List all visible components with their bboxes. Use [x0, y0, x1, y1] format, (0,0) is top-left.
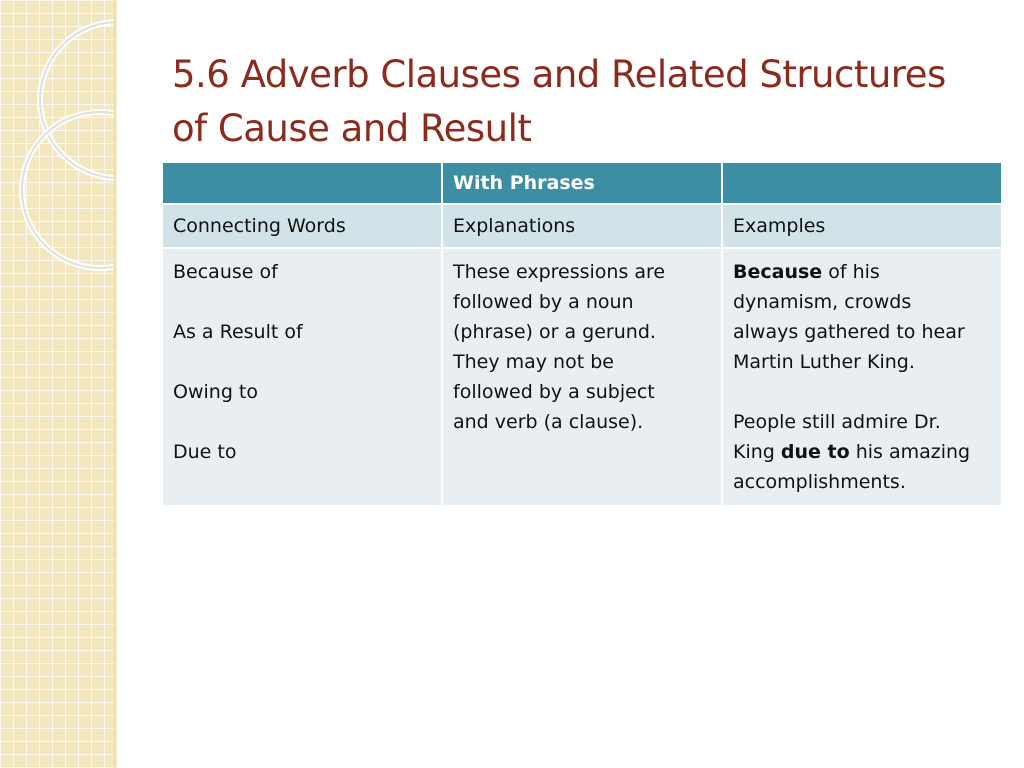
cause-result-table: [161, 161, 1003, 507]
column-label-connecting-words: Connecting Words: [162, 204, 442, 248]
table-row: [162, 248, 1002, 506]
example-1-line: always gathered to hear: [733, 321, 965, 343]
title-line-1: 5.6 Adverb Clauses and Related Structures: [172, 53, 946, 96]
decorative-rings-icon: [0, 0, 114, 768]
header-cell-empty-right: [722, 162, 1002, 204]
connecting-words-cell: [162, 248, 442, 506]
connecting-word: Owing to: [173, 381, 258, 403]
connecting-word: As a Result of: [173, 321, 303, 343]
example-1-text: of his: [822, 261, 880, 283]
explanation-cell: [442, 248, 722, 506]
connecting-word: Because of: [173, 261, 278, 283]
example-1-line: [733, 257, 991, 287]
example-1-keyword: Because: [733, 261, 823, 283]
example-1-line: Martin Luther King.: [733, 351, 915, 373]
header-cell-with-phrases: With Phrases: [442, 162, 722, 204]
explanation-line: and verb (a clause).: [453, 411, 644, 433]
examples-cell: [722, 248, 1002, 506]
column-label-examples: Examples: [722, 204, 1002, 248]
explanation-line: These expressions are: [453, 261, 666, 283]
header-cell-empty-left: [162, 162, 442, 204]
page-title: [172, 48, 992, 156]
decorative-sidebar: [0, 0, 114, 768]
explanation-line: They may not be: [453, 351, 614, 373]
table-header-row: [162, 162, 1002, 204]
example-2-line: [733, 437, 991, 467]
title-line-2: of Cause and Result: [172, 107, 532, 150]
example-2-line: People still admire Dr.: [733, 411, 941, 433]
explanation-line: (phrase) or a gerund.: [453, 321, 656, 343]
connecting-word: Due to: [173, 441, 237, 463]
example-2-text-start: King: [733, 441, 781, 463]
explanation-line: followed by a subject: [453, 381, 655, 403]
table-column-labels-row: [162, 204, 1002, 248]
example-2-keyword: due to: [780, 441, 850, 463]
example-2-text-rest: his amazing: [849, 441, 971, 463]
example-2-line: accomplishments.: [733, 471, 906, 493]
example-1-line: dynamism, crowds: [733, 291, 912, 313]
explanation-line: followed by a noun: [453, 291, 634, 313]
column-label-explanations: Explanations: [442, 204, 722, 248]
sidebar-divider: [114, 0, 117, 768]
